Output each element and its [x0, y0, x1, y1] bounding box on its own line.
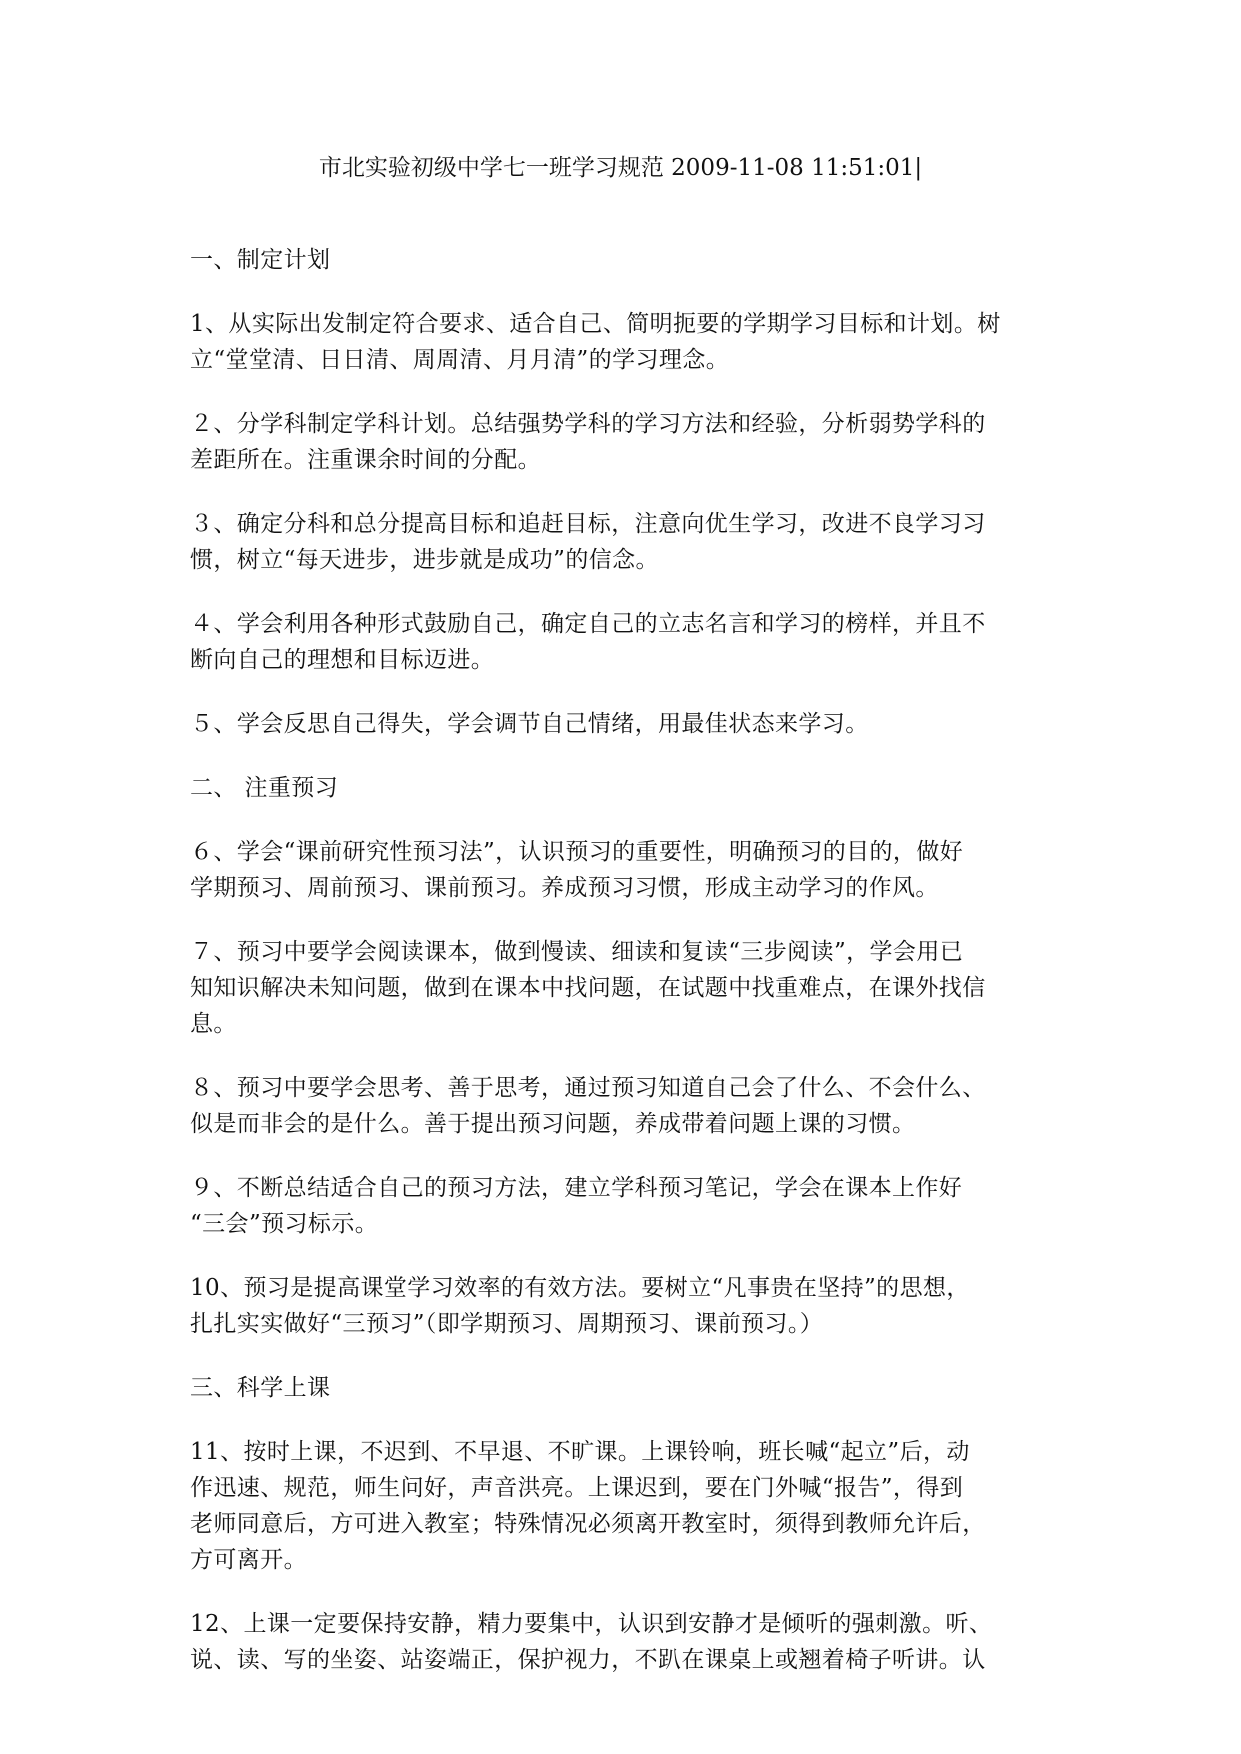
- paragraph: [190, 406, 1050, 478]
- paragraph-line: 断向自己的理想和目标迈进。: [190, 647, 495, 673]
- paragraph-line: 作迅速、规范，师生问好，声音洪亮。上课迟到，要在门外喊“报告”，得到: [190, 1475, 964, 1501]
- paragraph: [190, 1606, 1050, 1678]
- paragraph-line: 方可离开。: [190, 1547, 307, 1573]
- paragraph-line: 学期预习、周前预习、课前预习。养成预习习惯，形成主动学习的作风。: [190, 875, 939, 901]
- paragraph-line: ６、学会“课前研究性预习法”，认识预习的重要性，明确预习的目的，做好: [190, 839, 964, 865]
- paragraph-line: ５、学会反思自己得失，学会调节自己情绪，用最佳状态来学习。: [190, 711, 869, 737]
- paragraph: [190, 1170, 1050, 1242]
- paragraph-line: ８、预习中要学会思考、善于思考，通过预习知道自己会了什么、不会什么、: [190, 1075, 986, 1101]
- paragraph-line: 三、科学上课: [190, 1375, 331, 1401]
- paragraph-line: ９、不断总结适合自己的预习方法，建立学科预习笔记，学会在课本上作好: [190, 1175, 963, 1201]
- paragraph: [190, 770, 1050, 806]
- paragraph: [190, 506, 1050, 578]
- paragraph-line: 12、上课一定要保持安静，精力要集中，认识到安静才是倾听的强刺激。听、: [190, 1611, 993, 1637]
- document-body: [190, 242, 1050, 1706]
- paragraph: [190, 606, 1050, 678]
- paragraph: [190, 306, 1050, 378]
- paragraph-line: 10、预习是提高课堂学习效率的有效方法。要树立“凡事贵在坚持”的思想，: [190, 1275, 970, 1301]
- paragraph-line: 1、从实际出发制定符合要求、适合自己、简明扼要的学期学习目标和计划。树: [190, 311, 1001, 337]
- paragraph-line: 说、读、写的坐姿、站姿端正，保护视力，不趴在课桌上或翘着椅子听讲。认: [190, 1647, 986, 1673]
- paragraph-line: 似是而非会的是什么。善于提出预习问题，养成带着问题上课的习惯。: [190, 1111, 916, 1137]
- paragraph: [190, 242, 1050, 278]
- paragraph-line: 立“堂堂清、日日清、周周清、月月清”的学习理念。: [190, 347, 730, 373]
- paragraph: [190, 1270, 1050, 1342]
- paragraph-line: ７、预习中要学会阅读课本，做到慢读、细读和复读“三步阅读”，学会用已: [190, 939, 964, 965]
- paragraph-line: “三会”预习标示。: [190, 1211, 379, 1237]
- paragraph: [190, 1370, 1050, 1406]
- paragraph-line: 知知识解决未知问题，做到在课本中找问题，在试题中找重难点，在课外找信: [190, 975, 986, 1001]
- paragraph-line: 一、制定计划: [190, 247, 331, 273]
- paragraph: [190, 934, 1050, 1042]
- paragraph: [190, 1070, 1050, 1142]
- paragraph-line: 老师同意后，方可进入教室；特殊情况必须离开教室时，须得到教师允许后，: [190, 1511, 986, 1537]
- paragraph-line: 息。: [190, 1011, 237, 1037]
- paragraph: [190, 706, 1050, 742]
- paragraph-line: 二、 注重预习: [190, 775, 339, 801]
- paragraph: [190, 1434, 1050, 1578]
- paragraph-line: ４、学会利用各种形式鼓励自己，确定自己的立志名言和学习的榜样，并且不: [190, 611, 986, 637]
- paragraph-line: 扎扎实实做好“三预习”（即学期预习、周期预习、课前预习。）: [190, 1311, 824, 1337]
- paragraph: [190, 834, 1050, 906]
- paragraph-line: 差距所在。注重课余时间的分配。: [190, 447, 541, 473]
- paragraph-line: ２、分学科制定学科计划。总结强势学科的学习方法和经验，分析弱势学科的: [190, 411, 986, 437]
- paragraph-line: 惯，树立“每天进步，进步就是成功”的信念。: [190, 547, 659, 573]
- document-title: 市北实验初级中学七一班学习规范 2009-11-08 11:51:01|: [318, 155, 923, 181]
- paragraph-line: ３、确定分科和总分提高目标和追赶目标，注意向优生学习，改进不良学习习: [190, 511, 986, 537]
- paragraph-line: 11、按时上课，不迟到、不早退、不旷课。上课铃响，班长喊“起立”后，动: [190, 1439, 970, 1465]
